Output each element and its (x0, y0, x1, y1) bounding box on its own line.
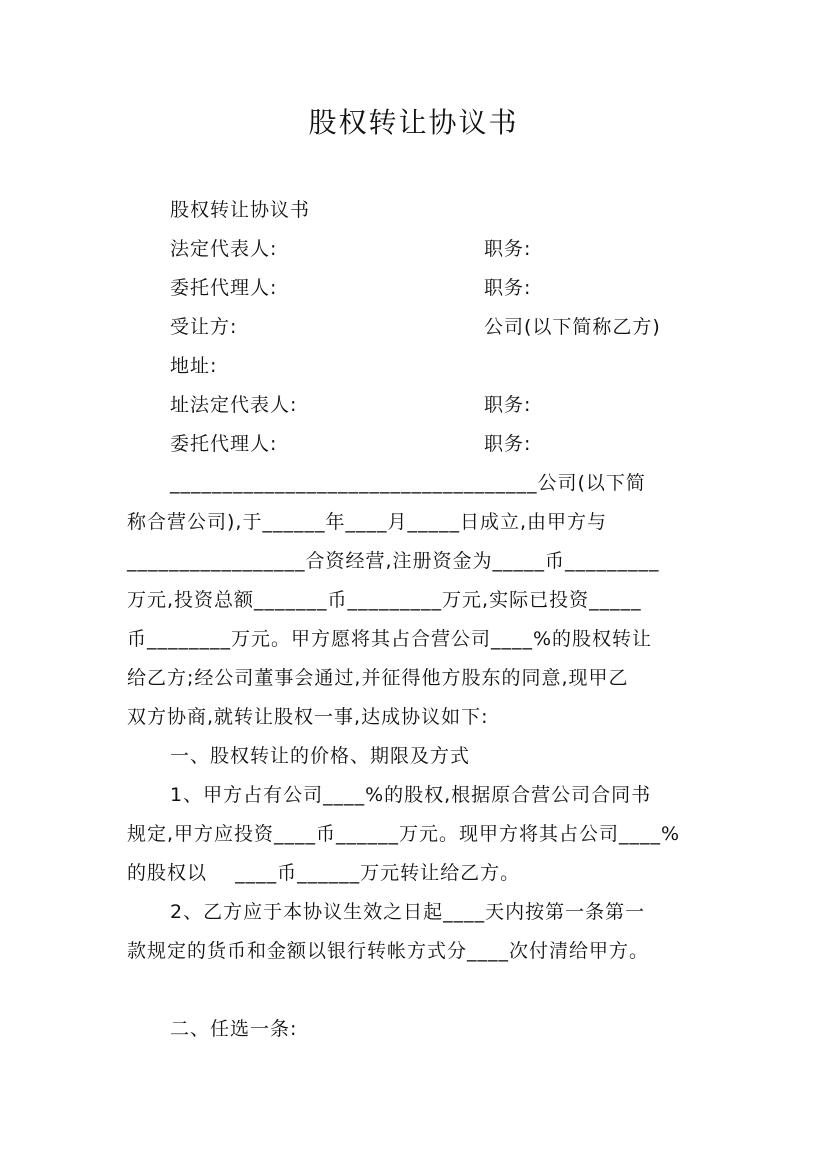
preamble-line: 双方协商,就转让股权一事,达成协议如下: (127, 706, 489, 728)
preamble-line: 万元,投资总额_______币_________万元,实际已投资_____ (127, 589, 642, 611)
party-label: 址法定代表人: (170, 394, 298, 416)
party-label: 委托代理人: (170, 433, 278, 455)
clause-line: 2、乙方应于本协议生效之日起____天内按第一条第一 (170, 901, 646, 923)
party-label: 地址: (170, 355, 218, 377)
preamble-line: _________________合资经营,注册资金为_____币_________ (127, 550, 660, 572)
party-label: 法定代表人: (170, 238, 278, 260)
party-value: 职务: (484, 433, 532, 455)
preamble-line: 币________万元。甲方愿将其占合营公司____%的股权转让 (127, 628, 653, 650)
document-title: 股权转让协议书 (308, 106, 519, 139)
preamble-line: 称合营公司),于______年____月_____日成立,由甲方与 (127, 511, 607, 533)
section-heading: 二、任选一条: (170, 1018, 298, 1040)
clause-line: 款规定的货币和金额以银行转帐方式分____次付清给甲方。 (127, 940, 650, 962)
clause-line: 1、甲方占有公司____%的股权,根据原合营公司合同书 (170, 784, 652, 806)
clause-line: 规定,甲方应投资____币______万元。现甲方将其占公司____% (127, 823, 681, 845)
document-subtitle: 股权转让协议书 (170, 199, 311, 221)
preamble-line: ___________________________________公司(以下简 (170, 472, 646, 494)
clause-line: 的股权以 ____币______万元转让给乙方。 (127, 862, 521, 884)
party-value: 职务: (484, 277, 532, 299)
section-heading: 一、股权转让的价格、期限及方式 (170, 745, 471, 767)
party-label: 委托代理人: (170, 277, 278, 299)
party-value: 职务: (484, 238, 532, 260)
party-value: 公司(以下简称乙方) (484, 316, 661, 338)
party-label: 受让方: (170, 316, 238, 338)
party-value: 职务: (484, 394, 532, 416)
preamble-line: 给乙方;经公司董事会通过,并征得他方股东的同意,现甲乙 (127, 667, 629, 689)
